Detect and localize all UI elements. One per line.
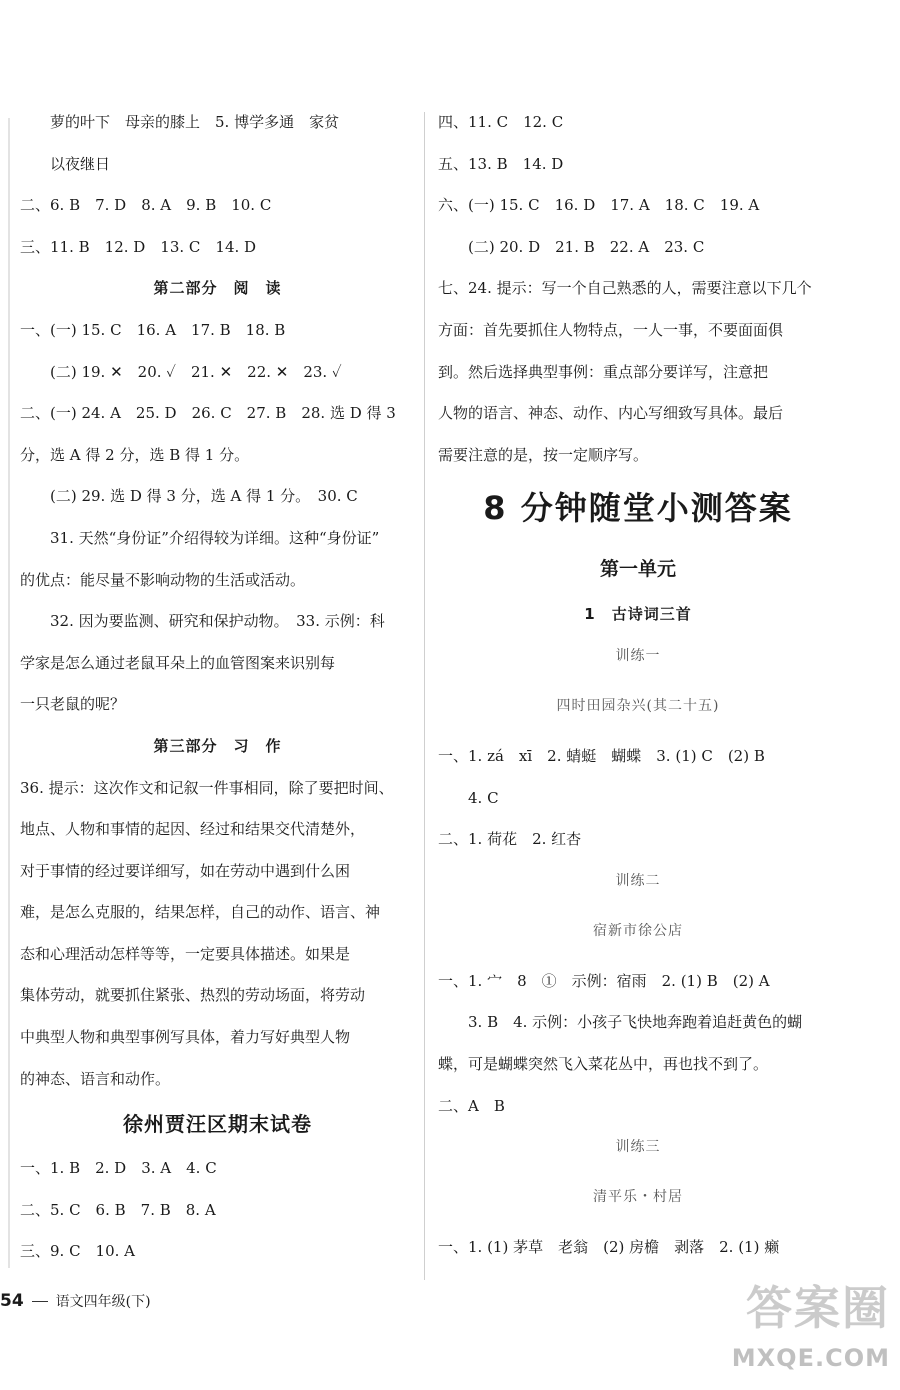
answer-line: 3. B 4. 示例：小孩子飞快地奔跑着追赶黄色的蝴: [468, 1013, 803, 1032]
answer-line: 一、(一) 15. C 16. A 17. B 18. B: [20, 320, 286, 339]
page-footer: [0, 1286, 151, 1316]
answer-line: 对于事情的经过要详细写，如在劳动中遇到什么困: [20, 861, 351, 880]
watermark-logo-text: 答案圈: [746, 1281, 890, 1335]
answer-line: 五、13. B 14. D: [438, 154, 564, 173]
subsection-label: 训练一: [615, 647, 661, 664]
answer-line: 二、(一) 24. A 25. D 26. C 27. B 28. 选 D 得 3: [20, 404, 396, 423]
answer-line: 的优点：能尽量不影响动物的生活或活动。: [20, 570, 306, 589]
answer-line: 态和心理活动怎样等等，一定要具体描述。如果是: [20, 944, 351, 963]
answer-line: (二) 20. D 21. B 22. A 23. C: [468, 237, 705, 256]
subsection-label: 四时田园杂兴(其二十五): [556, 697, 720, 714]
answer-line: 一、1. (1) 茅草 老翁 (2) 房檐 剥落 2. (1) 癞: [438, 1238, 780, 1257]
footer-dash: [32, 1301, 48, 1302]
answer-line: 到。然后选择典型事例：重点部分要详写，注意把: [438, 362, 769, 381]
answer-line: 二、5. C 6. B 7. B 8. A: [20, 1200, 216, 1219]
binding-edge: [8, 118, 10, 1268]
answer-line: 二、6. B 7. D 8. A 9. B 10. C: [20, 196, 272, 215]
subsection-label: 宿新市徐公店: [593, 922, 683, 939]
answer-line: 一、1. zá xī 2. 蜻蜓 蝴蝶 3. (1) C (2) B: [438, 746, 765, 765]
page-number: 54: [0, 1291, 24, 1311]
answer-line: 难，是怎么克服的，结果怎样，自己的动作、语言、神: [20, 903, 381, 922]
answer-line: 四、11. C 12. C: [438, 113, 564, 131]
answer-line: 方面：首先要抓住人物特点，一人一事，不要面面俱: [438, 320, 784, 339]
answer-line: 31. 天然“身份证”介绍得较为详细。这种“身份证”: [50, 528, 380, 547]
main-title: 8 分钟随堂小测答案: [483, 489, 793, 528]
answer-line: 需要注意的是，按一定顺序写。: [438, 445, 649, 464]
left-column: [20, 112, 415, 1283]
answer-line: 人物的语言、神态、动作、内心写细致写具体。最后: [438, 404, 784, 423]
answer-line: 三、11. B 12. D 13. C 14. D: [20, 237, 257, 256]
subsection-label: 训练二: [615, 872, 661, 889]
answer-line: 36. 提示：这次作文和记叙一件事相同，除了要把时间、: [20, 778, 394, 797]
book-label: 语文四年级(下): [55, 1294, 151, 1310]
answer-line: 三、9. C 10. A: [20, 1242, 136, 1261]
section-heading: 第二部分 阅 读: [153, 279, 282, 298]
right-column: [438, 112, 838, 1279]
answer-line: (二) 29. 选 D 得 3 分，选 A 得 1 分。 30. C: [50, 487, 358, 506]
site-watermark: [700, 1282, 890, 1372]
answer-line: 32. 因为要监测、研究和保护动物。 33. 示例：科: [50, 612, 385, 631]
section-heading: 第三部分 习 作: [153, 736, 282, 755]
answer-line: 蝶，可是蝴蝶突然飞入菜花丛中，再也找不到了。: [438, 1054, 769, 1073]
exam-title: 徐州贾汪区期末试卷: [123, 1112, 312, 1137]
answer-line: 二、1. 荷花 2. 红杏: [438, 830, 582, 849]
answer-line: 七、24. 提示：写一个自己熟悉的人，需要注意以下几个: [438, 279, 812, 298]
subsection-label: 训练三: [615, 1139, 661, 1156]
answer-line: 集体劳动，就要抓住紧张、热烈的劳动场面，将劳动: [20, 986, 366, 1005]
answer-line: 分，选 A 得 2 分，选 B 得 1 分。: [20, 445, 250, 464]
answer-line: 二、A B: [438, 1096, 505, 1115]
answer-line: 地点、人物和事情的起因、经过和结果交代清楚外，: [20, 820, 366, 839]
answer-line: 一、1. B 2. D 3. A 4. C: [20, 1159, 217, 1178]
watermark-url: MXQE.COM: [731, 1344, 890, 1372]
answer-line: (二) 19. ✕ 20. ✓ 21. ✕ 22. ✕ 23. ✓: [50, 362, 342, 381]
column-divider: [424, 112, 425, 1280]
answer-line: 一、1. 宀 8 ① 示例：宿雨 2. (1) B (2) A: [438, 971, 770, 990]
answer-line: 一只老鼠的呢？: [20, 695, 126, 714]
answer-line: 以夜继日: [50, 154, 111, 173]
subsection-label: 清平乐・村居: [593, 1189, 683, 1206]
answer-line: 中典型人物和典型事例写具体，着力写好典型人物: [20, 1028, 351, 1047]
unit-title: 第一单元: [599, 558, 676, 581]
answer-line: 的神态、语言和动作。: [20, 1069, 171, 1088]
answer-line: 4. C: [468, 788, 499, 807]
answer-line: 萝的叶下 母亲的膝上 5. 博学多通 家贫: [50, 113, 340, 131]
answer-line: 六、(一) 15. C 16. D 17. A 18. C 19. A: [438, 196, 760, 215]
answer-line: 学家是怎么通过老鼠耳朵上的血管图案来识别每: [20, 653, 336, 672]
section-heading: 1 古诗词三首: [584, 605, 692, 624]
